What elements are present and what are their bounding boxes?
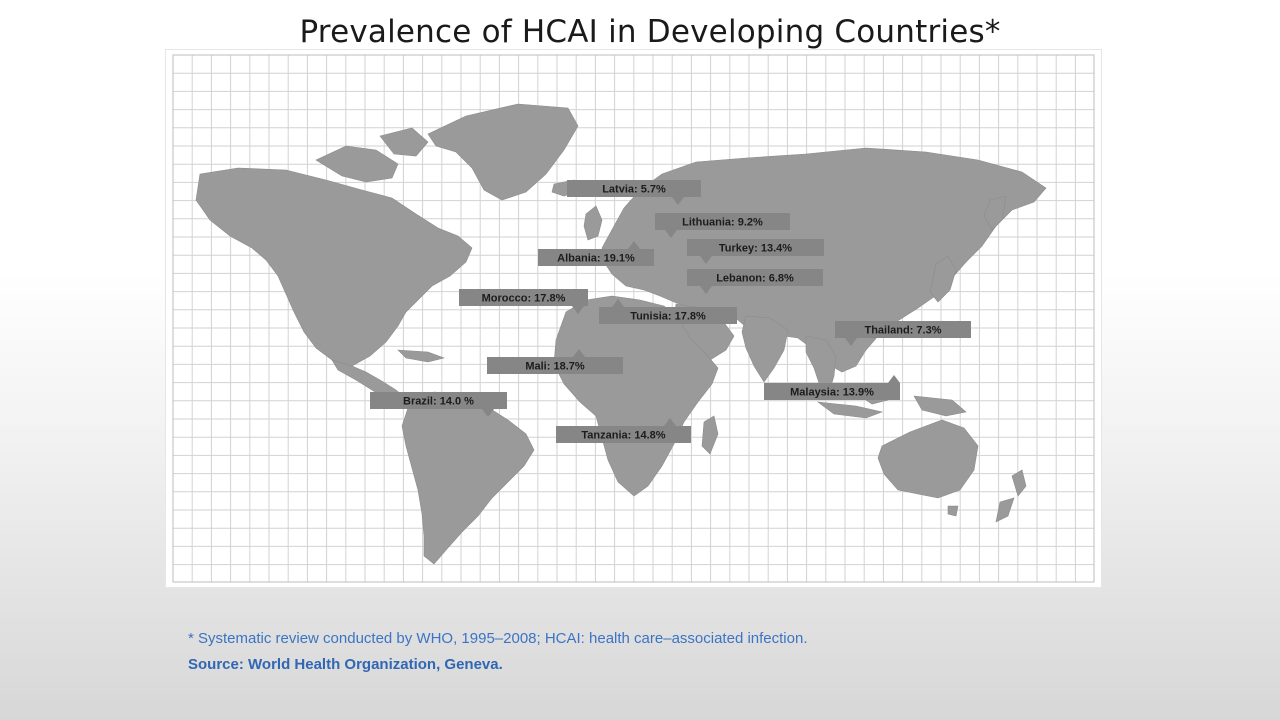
- label-text: Albania: 19.1%: [557, 252, 635, 265]
- label-text: Thailand: 7.3%: [864, 324, 942, 337]
- footnote: * Systematic review conducted by WHO, 1995–2008; HCAI: health care–associated infection.: [188, 630, 808, 647]
- arctic-islands-landmass: [380, 128, 428, 156]
- label-text: Mali: 18.7%: [525, 360, 585, 373]
- label-text: Morocco: 17.8%: [481, 292, 566, 305]
- label-text: Tunisia: 17.8%: [630, 310, 706, 323]
- arctic-islands-landmass: [316, 146, 398, 182]
- north-america-landmass: [196, 168, 472, 366]
- tasmania-landmass: [948, 506, 958, 516]
- label-text: Brazil: 14.0 %: [403, 395, 474, 408]
- label-albania: [538, 241, 654, 266]
- label-text: Turkey: 13.4%: [718, 242, 793, 255]
- world-map: [166, 50, 1101, 587]
- indonesia-landmass: [818, 402, 882, 418]
- caribbean-landmass: [398, 350, 444, 362]
- label-text: Lithuania: 9.2%: [682, 216, 763, 229]
- source-citation: Source: World Health Organization, Geneva.: [188, 656, 503, 673]
- label-pointer: [888, 375, 900, 383]
- slide-title: Prevalence of HCAI in Developing Countries*: [299, 14, 1001, 50]
- label-text: Malaysia: 13.9%: [790, 386, 874, 399]
- label-text: Lebanon: 6.8%: [716, 272, 794, 285]
- australia-landmass: [878, 420, 978, 498]
- madagascar-landmass: [702, 416, 718, 454]
- map-canvas: [166, 50, 1101, 587]
- south-america-landmass: [402, 392, 534, 564]
- uk-landmass: [584, 206, 602, 240]
- label-text: Latvia: 5.7%: [602, 183, 666, 196]
- label-text: Tanzania: 14.8%: [581, 429, 666, 442]
